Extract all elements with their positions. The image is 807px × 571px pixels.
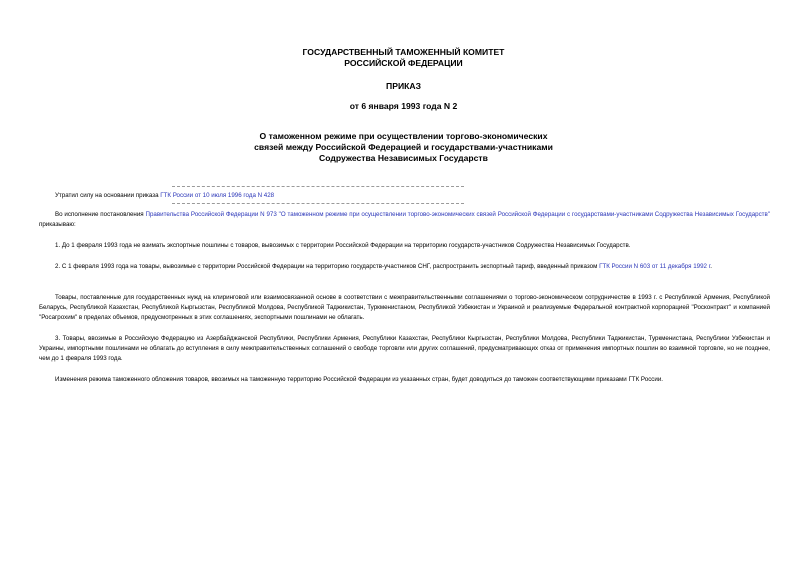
document-title-line-1: О таможенном режиме при осуществлении торгово-экономических — [259, 131, 548, 141]
item-2-note-paragraph: Товары, поставленные для государственных нужд на клиринговой или взаимосвязанной основе в соответствии с межправительственными соглашениями о торгово-экономическом сотрудничестве в 1993 г. с Республикой Армения, Республикой Беларусь, Республикой Казахстан, Республикой Кыргызстан, Республикой Молдова, Республикой Таджикистан, Туркменистаном, Республикой Узбекистан и Украиной и реализуемые Федеральной контрактной корпорацией "Росконтракт" и компанией "Росагрохим" в пределах объемов, предусмотренных в этих соглашениях, экспортными пошлинами не облагать. — [39, 294, 770, 321]
document-title-line-3: Содружества Независимых Государств — [319, 153, 488, 163]
status-note-text: Утратил силу на основании приказа — [55, 192, 161, 199]
tariff-order-link[interactable]: ГТК России N 603 от 11 декабря 1992 г — [599, 263, 711, 270]
document-type: ПРИКАЗ — [386, 81, 421, 91]
item-2-text: 2. С 1 февраля 1993 года на товары, вывозимые с территории Российской Федерации на территорию государств-участников СНГ, распространить экспортный тариф, введенный приказом — [55, 263, 600, 270]
repeal-order-link[interactable]: ГТК России от 10 июля 1996 года N 428 — [160, 192, 275, 199]
document-date: от 6 января 1993 года N 2 — [349, 101, 458, 111]
item-1-paragraph: 1. До 1 февраля 1993 года не взимать экспортные пошлины с товаров, вывозимых с территории Российской Федерации на территорию государств-участников Содружества Независимых Государств. — [55, 242, 631, 249]
status-divider-bottom — [172, 203, 464, 204]
closing-paragraph: Изменения режима таможенного обложения товаров, ввозимых на таможенную территорию Российской Федерации из указанных стран, будет доводиться до таможен соответствующими приказами ГТК России. — [55, 376, 664, 383]
status-note — [39, 191, 770, 201]
preamble-paragraph — [39, 210, 770, 230]
item-2-suffix: . — [710, 263, 712, 270]
item-3-paragraph: 3. Товары, ввозимые в Российскую Федерацию из Азербайджанской Республики, Республики Армения, Республики Казахстан, Республики Кыргызстан, Республики Молдова, Республики Таджикистан, Туркменистана, Республики Узбекистан и Украины, импортными пошлинами не облагать до вступления в силу межправительственных соглашений о свободе торговли или других соглашений, предусматривающих отказ от применения импортных пошлин во взаимной торговле, но не позднее, чем до 1 февраля 1993 года. — [39, 335, 770, 362]
status-divider-top — [172, 186, 464, 187]
issuer-line-2: РОССИЙСКОЙ ФЕДЕРАЦИИ — [344, 58, 463, 68]
preamble-prefix: Во исполнение постановления — [55, 211, 146, 218]
issuer-line-1: ГОСУДАРСТВЕННЫЙ ТАМОЖЕННЫЙ КОМИТЕТ — [302, 47, 505, 57]
government-decree-link[interactable]: Правительства Российской Федерации N 973 "О таможенном режиме при осуществлении торгово-экономических связей Российской Федерации с государствами-участниками Содружества Независимых Государств" — [145, 211, 770, 218]
item-2-paragraph — [39, 262, 770, 272]
document-title-line-2: связей между Российской Федерацией и государствами-участниками — [254, 142, 553, 152]
preamble-suffix: приказываю: — [39, 221, 76, 228]
